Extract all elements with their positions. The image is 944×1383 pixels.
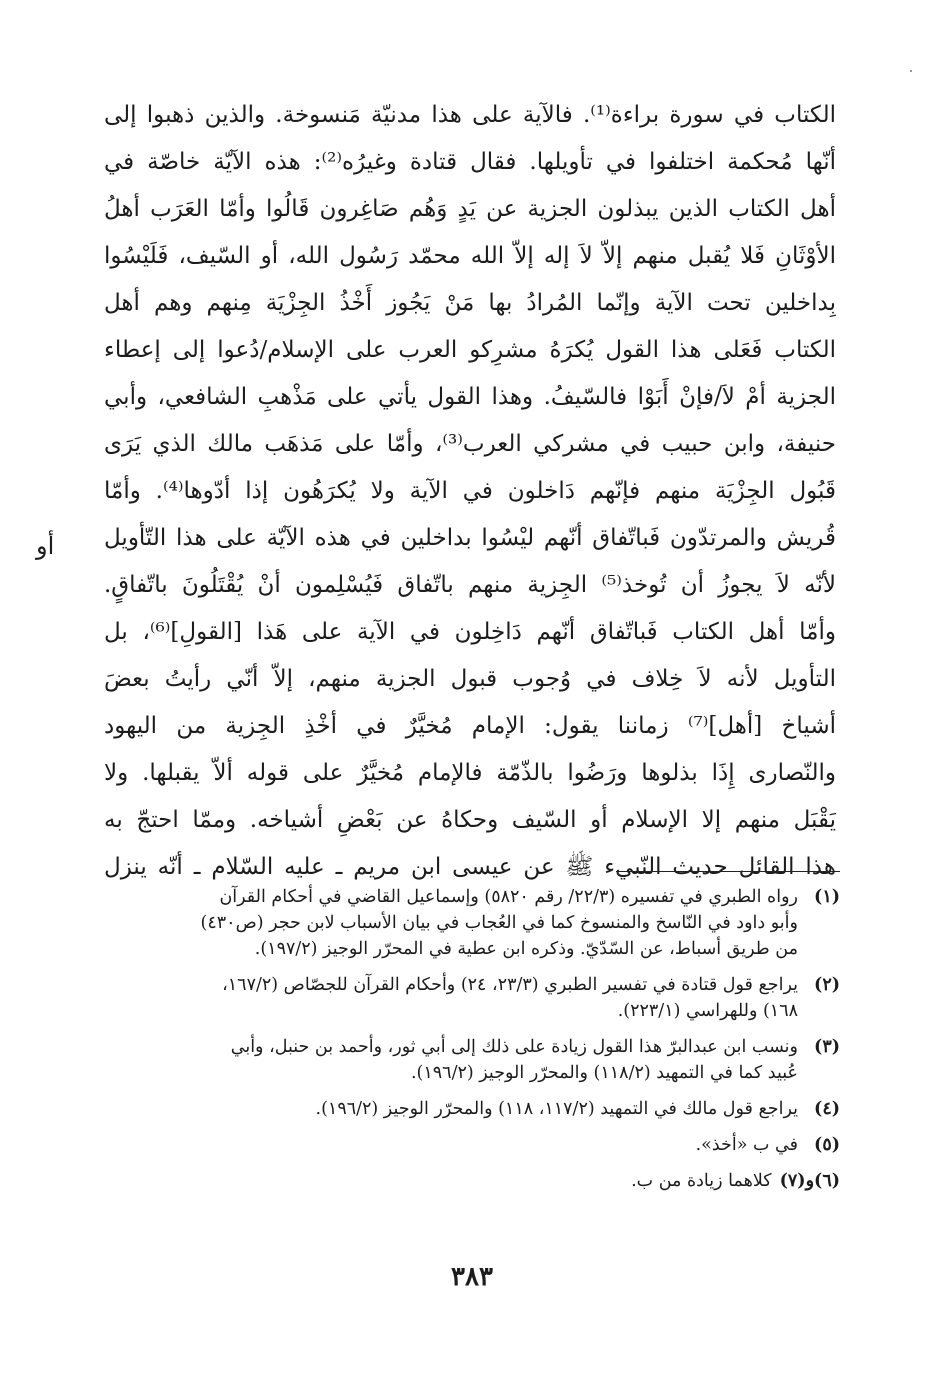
footnote-line: رواه الطبري في تفسيره (٢٢/٣/ رقم ٥٨٢٠) وإسماعيل القاضي في أحكام القرآن xyxy=(219,887,798,907)
footnote xyxy=(100,884,840,962)
footnote-number: (٣) xyxy=(814,1037,840,1057)
footnote-line: وأبو داود في النّاسخ والمنسوخ كما في العُجاب في بيان الأسباب لابن حجر (ص٤٣٠) xyxy=(200,913,798,933)
footnote-line: ونسب ابن عبدالبرّ هذا القول زيادة على ذلك إلى أبي ثور، وأحمد بن حنبل، وأبي xyxy=(230,1037,798,1057)
text-line: الجزية أمْ لاَ/فإنْ أَبَوْا فالسّيفُ. وهذا القول يأتي على مَذْهبِ الشافعي، وأبي xyxy=(104,384,836,410)
text-line: قَبُول الجِزْيَة منهم فإنّهم دَاخلون في الآية ولا يُكرَهُون إذا أدّوها⁽⁴⁾. وأمّا xyxy=(104,478,836,504)
footnote-line: من طريق أسباط، عن السّدّيّ. وذكره ابن عطية في المحرّر الوجيز (١٩٧/٢). xyxy=(254,939,798,959)
footnote-line: عُبيد كما في التمهيد (١١٨/٢) والمحرّر الوجيز (١٩٦/٢). xyxy=(410,1063,798,1083)
scan-speck xyxy=(910,70,912,72)
footnote-number: (٢) xyxy=(814,975,840,995)
text-line: وأمّا أهل الكتاب فَباتّفاق أنّهم دَاخِلون في الآية على هَذا [القولِ]⁽⁶⁾، بل xyxy=(104,619,836,645)
text-line: هذا القائل حديث النّبيء ﷺ عن عيسى ابن مريم ـ عليه السّلام ـ أنّه ينزل xyxy=(104,854,836,880)
footnote-number: (١) xyxy=(814,887,840,907)
footnote-line: ١٦٨) وللهراسي (٢٢٣/١). xyxy=(617,1001,798,1021)
footnote xyxy=(100,1034,840,1086)
text-line: بِداخلين تحت الآية وإنّما المُرادُ بها مَنْ يَجُوز أَخْذُ الجِزْيَة مِنهم وهم أهل xyxy=(104,290,836,316)
footnotes xyxy=(100,884,840,1204)
footnote-number: (٦)و(٧) xyxy=(779,1171,840,1191)
footnote-number: (٤) xyxy=(814,1099,840,1119)
text-line: التأويل لأنه لاَ خِلاف في وُجوب قبول الجزية منهم، إلاّ أنّي رأيتُ بعضَ xyxy=(104,666,836,692)
page-number: ٣٨٣ xyxy=(451,1262,493,1292)
text-line: حنيفة، وابن حبيب في مشركي العرب⁽³⁾، وأمّا على مَذهَب مالك الذي يَرَى xyxy=(104,431,836,457)
footnote-line: يراجع قول مالك في التمهيد (١١٧/٢، ١١٨) والمحرّر الوجيز (١٩٦/٢). xyxy=(315,1099,798,1119)
text-line: يَقْبَل منهم إلا الإسلام أو السّيف وحكاهُ عن بَعْضِ أشياخه. وممّا احتجّ به xyxy=(104,807,836,833)
text-line: أنّها مُحكمة اختلفوا في تأويلها. فقال قتادة وغيرُه⁽²⁾: هذه الآيّة خاصّة في xyxy=(104,149,836,175)
text-line: الأوْثَانِ فَلا يُقبل منهم إلاّ لاَ إله إلاّ الله محمّد رَسُول الله، أو السّيف، فَلَيْسُوا xyxy=(104,243,836,269)
footnote xyxy=(100,1168,840,1194)
footnote xyxy=(100,1132,840,1158)
text-line: أهل الكتاب الذين يبذلون الجزية عن يَدٍ وَهُم صَاغِرون قَالُوا وأمّا العَرَب أهلُ xyxy=(104,196,836,222)
footnote xyxy=(100,1096,840,1122)
footnote-number: (٥) xyxy=(814,1135,840,1155)
footnote-line: في ب «أخذ». xyxy=(695,1135,798,1155)
text-line: لأنّه لاَ يجوزُ أن تُوخذ⁽⁵⁾ الجِزية منهم باتّفاق فَيُسْلِمون أنْ يُقْتَلُونَ باتّفاقٍ. xyxy=(104,572,836,598)
footnote xyxy=(100,972,840,1024)
text-line: أشياخ [أهل]⁽⁷⁾ زماننا يقول: الإمام مُخيَّرٌ في أخْذِ الجِزية من اليهود xyxy=(104,713,836,739)
footnote-line: يراجع قول قتادة في تفسير الطبري (٢٣/٣، ٢٤) وأحكام القرآن للجصّاص (١٦٧/٢، xyxy=(222,975,798,995)
text-line: الكتاب في سورة براءة⁽¹⁾. فالآية على هذا مدنيّة مَنسوخة. والذين ذهبوا إلى xyxy=(104,102,836,128)
text-line: والنّصارى إِذَا بذلوها ورَضُوا بالذّمّة فالإمام مُخيَّرٌ على قوله ألاّ يقبلها. ولا xyxy=(104,760,836,786)
margin-variant-note: أو xyxy=(36,532,55,560)
footnote-separator xyxy=(616,871,840,872)
main-text xyxy=(104,92,836,891)
footnote-line: كلاهما زيادة من ب. xyxy=(631,1171,772,1191)
text-line: الكتاب فَعَلى هذا القول يُكرَهُ مشرِكو العرب على الإسلام/دُعوا إلى إعطاء xyxy=(104,337,836,363)
text-line: قُريش والمرتدّون فَباتّفاق أنّهم ليْسُوا بداخلين في هذه الآيّة على هذا التّأويل xyxy=(104,525,836,551)
